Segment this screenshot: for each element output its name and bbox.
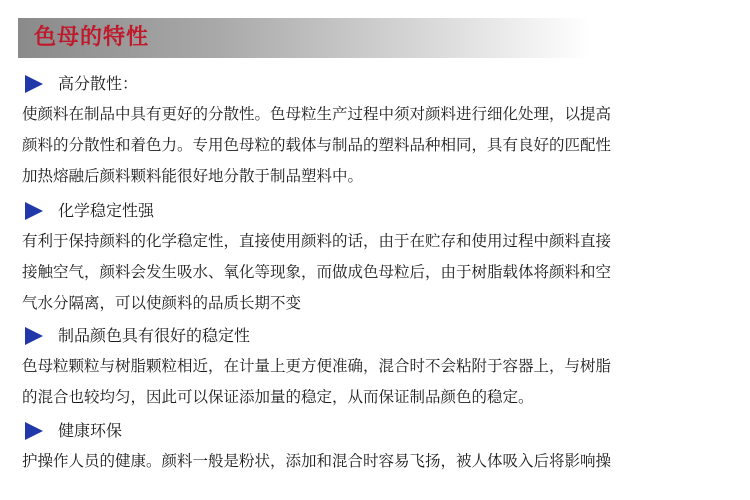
feature-heading: 制品颜色具有很好的稳定性: [58, 326, 251, 345]
description-line: 加热熔融后颜料颗料能很好地分散于制品塑料中。: [22, 167, 364, 185]
section-header-bar: [18, 18, 590, 58]
triangle-right-icon: [25, 202, 43, 220]
description-line: 色母粒颗粒与树脂颗粒相近，在计量上更方便准确，混合时不会粘附于容器上，与树脂: [22, 357, 612, 375]
feature-heading: 高分散性：: [58, 74, 139, 93]
page-title: 色母的特性: [34, 25, 150, 50]
feature-heading: 化学稳定性强: [58, 201, 155, 220]
feature-heading-row: [22, 199, 722, 223]
feature-description: [22, 226, 722, 319]
triangle-right-icon: [25, 75, 43, 93]
feature-section-chemical-stability: [22, 199, 722, 319]
triangle-right-icon: [25, 422, 43, 440]
description-line: 使颜料在制品中具有更好的分散性。色母粒生产过程中须对颜料进行细化处理，以提高: [22, 105, 612, 123]
description-line: 有利于保持颜料的化学稳定性，直接使用颜料的话，由于在贮存和使用过程中颜料直接: [22, 232, 612, 250]
feature-section-dispersion: [22, 72, 722, 192]
triangle-right-icon: [25, 327, 43, 345]
description-line: 护操作人员的健康。颜料一般是粉状，添加和混合时容易飞扬，被人体吸入后将影响操: [22, 452, 612, 470]
feature-description: [22, 446, 722, 477]
feature-section-health: [22, 419, 722, 477]
feature-section-color-stability: [22, 324, 722, 413]
description-line: 的混合也较均匀，因此可以保证添加量的稳定，从而保证制品颜色的稳定。: [22, 388, 534, 406]
description-line: 颜料的分散性和着色力。专用色母粒的载体与制品的塑料品种相同，具有良好的匹配性: [22, 136, 612, 154]
feature-heading-row: [22, 72, 722, 96]
feature-description: [22, 99, 722, 192]
feature-description: [22, 351, 722, 413]
feature-heading: 健康环保: [58, 421, 123, 440]
description-line: 接触空气，颜料会发生吸水、氧化等现象，而做成色母粒后，由于树脂载体将颜料和空: [22, 263, 612, 281]
feature-heading-row: [22, 324, 722, 348]
feature-heading-row: [22, 419, 722, 443]
description-line: 气水分隔离，可以使颜料的品质长期不变: [22, 294, 302, 312]
